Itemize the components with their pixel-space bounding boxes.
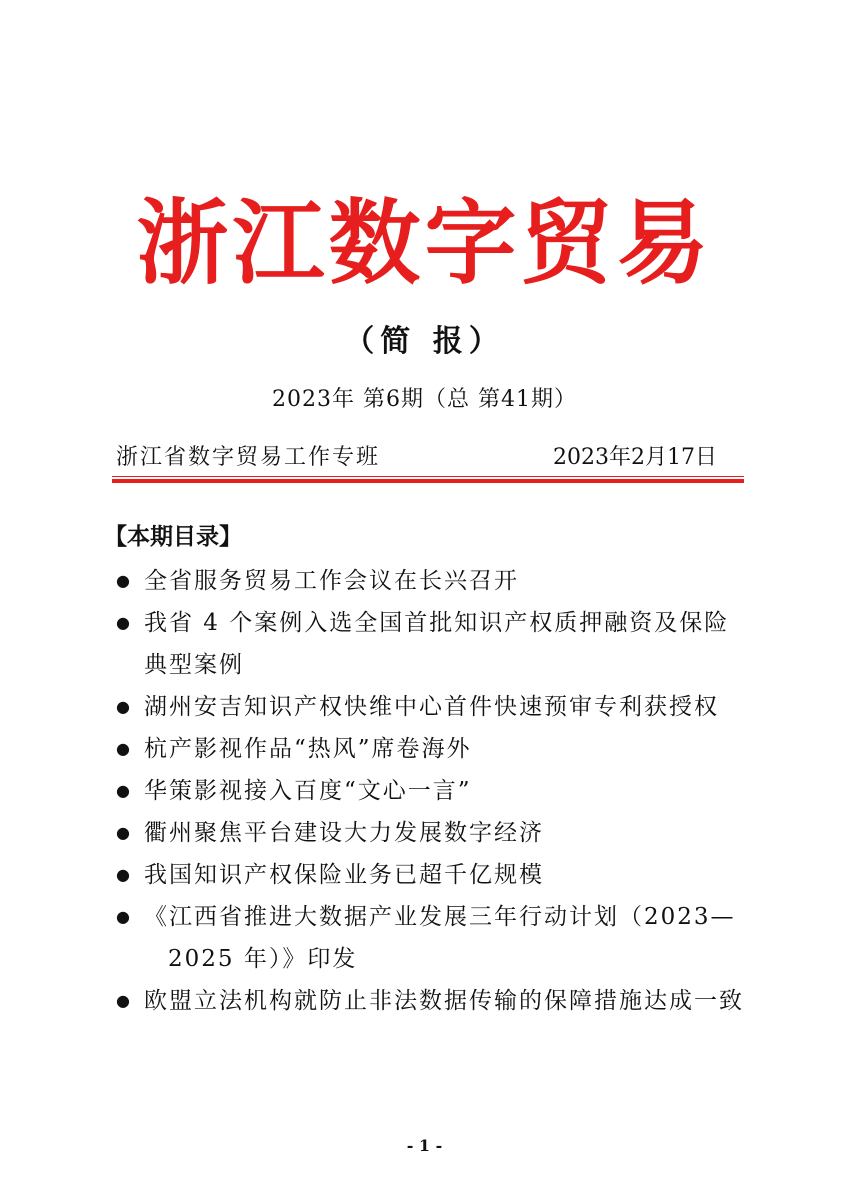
toc-item-text-cont: 典型案例 (144, 652, 244, 678)
toc-item-text-cont: 2025 年）》印发 (168, 946, 358, 972)
toc-item[interactable] (112, 602, 752, 686)
subtitle: （简 报） (344, 324, 505, 359)
toc-item-text: 衢州聚焦平台建设大力发展数字经济 (144, 820, 544, 846)
toc-item[interactable] (112, 728, 752, 770)
issue-number: 2023年 第6期（总 第41期） (272, 387, 577, 412)
toc-item[interactable] (112, 854, 752, 896)
toc-item[interactable] (112, 686, 752, 728)
toc-item-text: 欧盟立法机构就防止非法数据传输的保障措施达成一致 (144, 988, 744, 1014)
toc-item-text: 我省 4 个案例入选全国首批知识产权质押融资及保险 (144, 610, 730, 636)
masthead-title: 浙江数字贸易 (136, 189, 713, 297)
header-rule-thin (112, 476, 744, 477)
bullet-icon: ● (116, 613, 132, 632)
bullet-icon: ● (116, 781, 132, 800)
bullet-icon: ● (116, 697, 132, 716)
bullet-icon: ● (116, 823, 132, 842)
bullet-icon: ● (116, 571, 132, 590)
bullet-icon: ● (116, 865, 132, 884)
organization-name: 浙江省数字贸易工作专班 (116, 445, 381, 470)
page-number: - 1 - (406, 1136, 443, 1155)
toc-item-text: 我国知识产权保险业务已超千亿规模 (144, 862, 544, 888)
toc-item[interactable] (112, 560, 752, 602)
bullet-icon: ● (116, 991, 132, 1010)
toc-heading: 【本期目录】 (104, 524, 242, 550)
toc-list (112, 560, 752, 1022)
toc-item[interactable] (112, 770, 752, 812)
toc-item[interactable] (112, 896, 752, 980)
toc-item[interactable] (112, 980, 752, 1022)
publish-date: 2023年2月17日 (553, 445, 717, 470)
header-rule-thick (112, 479, 744, 483)
bullet-icon: ● (116, 907, 132, 926)
toc-item-text: 华策影视接入百度“文心一言” (144, 778, 472, 804)
toc-item-text: 全省服务贸易工作会议在长兴召开 (144, 568, 519, 594)
bullet-icon: ● (116, 739, 132, 758)
toc-item-text: 湖州安吉知识产权快维中心首件快速预审专利获授权 (144, 694, 719, 720)
toc-item[interactable] (112, 812, 752, 854)
toc-item-text: 杭产影视作品“热风”席卷海外 (144, 736, 472, 762)
toc-item-text: 《江西省推进大数据产业发展三年行动计划（2023— (144, 904, 736, 930)
